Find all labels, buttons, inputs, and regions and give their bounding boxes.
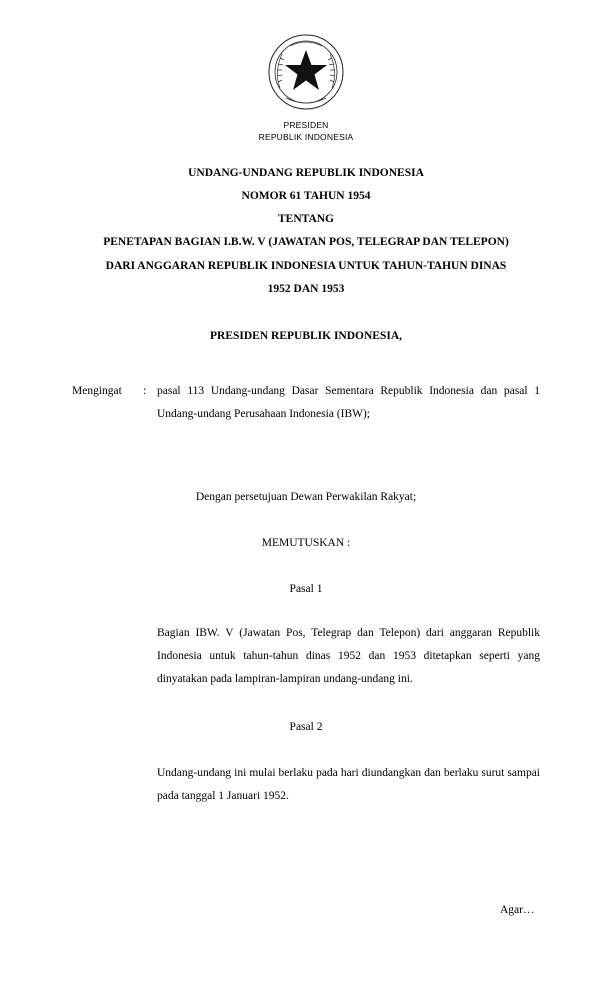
garuda-star-seal-icon [266,32,346,112]
pasal-2-heading: Pasal 2 [289,721,323,733]
document-subject-line3: 1952 DAN 1953 [267,283,345,295]
header-presiden: PRESIDEN [283,120,329,130]
presiden-heading: PRESIDEN REPUBLIK INDONESIA, [209,330,403,342]
pasal-2-text: Undang-undang ini mulai berlaku pada hari diundangkan dan berlaku surut sampai pada tanggal 1 Januari 1952. [157,767,540,802]
header-republik-indonesia: REPUBLIK INDONESIA [258,132,354,142]
document-title: UNDANG-UNDANG REPUBLIK INDONESIA [188,167,424,179]
mengingat-label: Mengingat [72,385,122,397]
mengingat-text: pasal 113 Undang-undang Dasar Sementara Republik Indonesia dan pasal 1 Undang-undang Perusahaan Indonesia (IBW); [157,385,540,420]
page-continuation: Agar… [500,904,535,916]
document-number: NOMOR 61 TAHUN 1954 [241,190,371,202]
document-subject-line1: PENETAPAN BAGIAN I.B.W. V (JAWATAN POS, TELEGRAP DAN TELEPON) [103,236,509,248]
persetujuan-text: Dengan persetujuan Dewan Perwakilan Rakyat; [195,491,417,503]
memutuskan-heading: MEMUTUSKAN : [261,537,351,549]
document-tentang: TENTANG [277,213,335,225]
pasal-1-heading: Pasal 1 [289,583,323,595]
document-subject-line2: DARI ANGGARAN REPUBLIK INDONESIA UNTUK TAHUN-TAHUN DINAS [105,260,507,272]
mengingat-colon: : [143,385,147,397]
pasal-1-text: Bagian IBW. V (Jawatan Pos, Telegrap dan Telepon) dari anggaran Republik Indonesia untuk tahun-tahun dinas 1952 dan 1953 ditetapkan seperti yang dinyatakan pada lampiran-lampiran undang-undang ini. [157,627,540,685]
